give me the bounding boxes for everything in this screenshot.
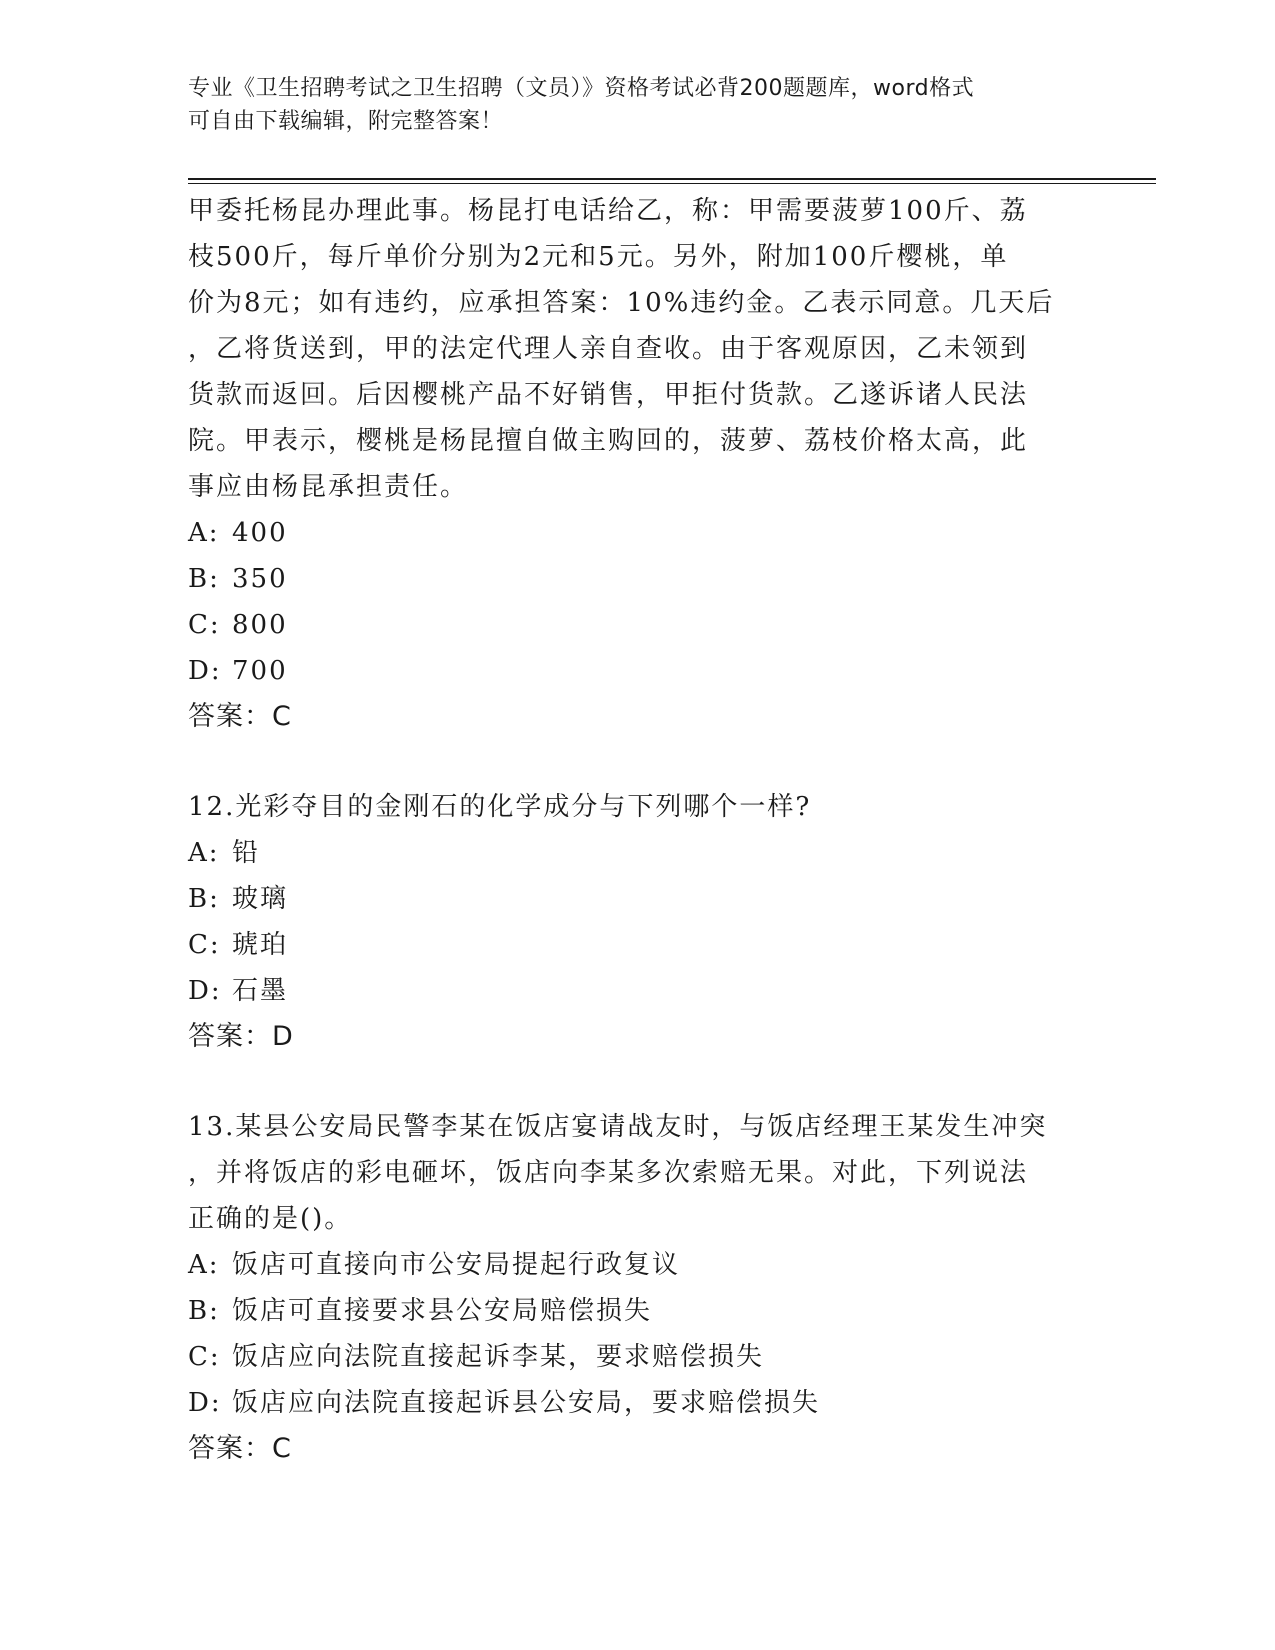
option-c (188, 1334, 1078, 1380)
question-13 (188, 1104, 1078, 1472)
option-text: 玻璃 (232, 884, 289, 914)
question-stem-line: 甲委托杨昆办理此事。杨昆打电话给乙，称：甲需要菠萝100斤、荔 (188, 196, 1028, 226)
option-letter: C: (188, 610, 221, 640)
option-letter: B: (188, 1296, 220, 1326)
question-stem-line: 价为8元；如有违约，应承担答案：10%违约金。乙表示同意。几天后 (188, 288, 1055, 318)
question-stem-line: 货款而返回。后因樱桃产品不好销售，甲拒付货款。乙遂诉诸人民法 (188, 380, 1029, 410)
question-stem-line: 事应由杨昆承担责任。 (188, 472, 469, 502)
option-text: 饭店可直接向市公安局提起行政复议 (232, 1250, 681, 1280)
option-text: 饭店应向法院直接起诉李某，要求赔偿损失 (232, 1342, 765, 1372)
option-letter: D: (188, 656, 222, 686)
option-text: 琥珀 (232, 930, 289, 960)
question-stem-line: 正确的是()。 (188, 1204, 353, 1234)
question-stem-line: 12.光彩夺目的金刚石的化学成分与下列哪个一样? (188, 792, 812, 822)
question-spacer (188, 1060, 1078, 1104)
option-c (188, 922, 1078, 968)
header-line-2: 可自由下载编辑，附完整答案！ (188, 109, 504, 134)
option-text: 铅 (232, 838, 261, 868)
question-11 (188, 188, 1078, 740)
option-letter: A: (188, 1250, 220, 1280)
option-text: 400 (232, 518, 288, 548)
option-text: 350 (232, 564, 288, 594)
answer-line: 答案：D (188, 1021, 294, 1052)
header-divider-thick (188, 178, 1156, 180)
option-letter: D: (188, 1388, 222, 1418)
option-c (188, 602, 1078, 648)
header-divider-thin (188, 183, 1156, 184)
option-text: 800 (232, 610, 288, 640)
question-12 (188, 784, 1078, 1060)
option-a (188, 1242, 1078, 1288)
option-d (188, 1380, 1078, 1426)
option-d (188, 648, 1078, 694)
option-letter: B: (188, 564, 220, 594)
question-stem-line: ，乙将货送到，甲的法定代理人亲自查收。由于客观原因，乙未领到 (188, 334, 1029, 364)
option-letter: C: (188, 930, 221, 960)
answer-line: 答案：C (188, 701, 292, 732)
question-content (188, 188, 1078, 1472)
option-text: 饭店应向法院直接起诉县公安局，要求赔偿损失 (232, 1388, 821, 1418)
option-b (188, 556, 1078, 602)
option-text: 700 (232, 656, 288, 686)
question-stem-line: ，并将饭店的彩电砸坏，饭店向李某多次索赔无果。对此，下列说法 (188, 1158, 1029, 1188)
option-letter: D: (188, 976, 222, 1006)
option-a (188, 510, 1078, 556)
page-header (188, 72, 1068, 138)
question-stem-line: 院。甲表示，樱桃是杨昆擅自做主购回的，菠萝、荔枝价格太高，此 (188, 426, 1029, 456)
option-d (188, 968, 1078, 1014)
question-stem-line: 13.某县公安局民警李某在饭店宴请战友时，与饭店经理王某发生冲突 (188, 1112, 1048, 1142)
option-letter: B: (188, 884, 220, 914)
option-letter: A: (188, 518, 220, 548)
option-text: 石墨 (232, 976, 289, 1006)
option-a (188, 830, 1078, 876)
question-spacer (188, 740, 1078, 784)
header-line-1: 专业《卫生招聘考试之卫生招聘（文员）》资格考试必背200题题库，word格式 (188, 76, 975, 101)
option-text: 饭店可直接要求县公安局赔偿损失 (232, 1296, 653, 1326)
option-letter: A: (188, 838, 220, 868)
option-b (188, 876, 1078, 922)
option-letter: C: (188, 1342, 221, 1372)
option-b (188, 1288, 1078, 1334)
answer-line: 答案：C (188, 1433, 292, 1464)
question-stem-line: 枝500斤，每斤单价分别为2元和5元。另外，附加100斤樱桃，单 (188, 242, 1009, 272)
